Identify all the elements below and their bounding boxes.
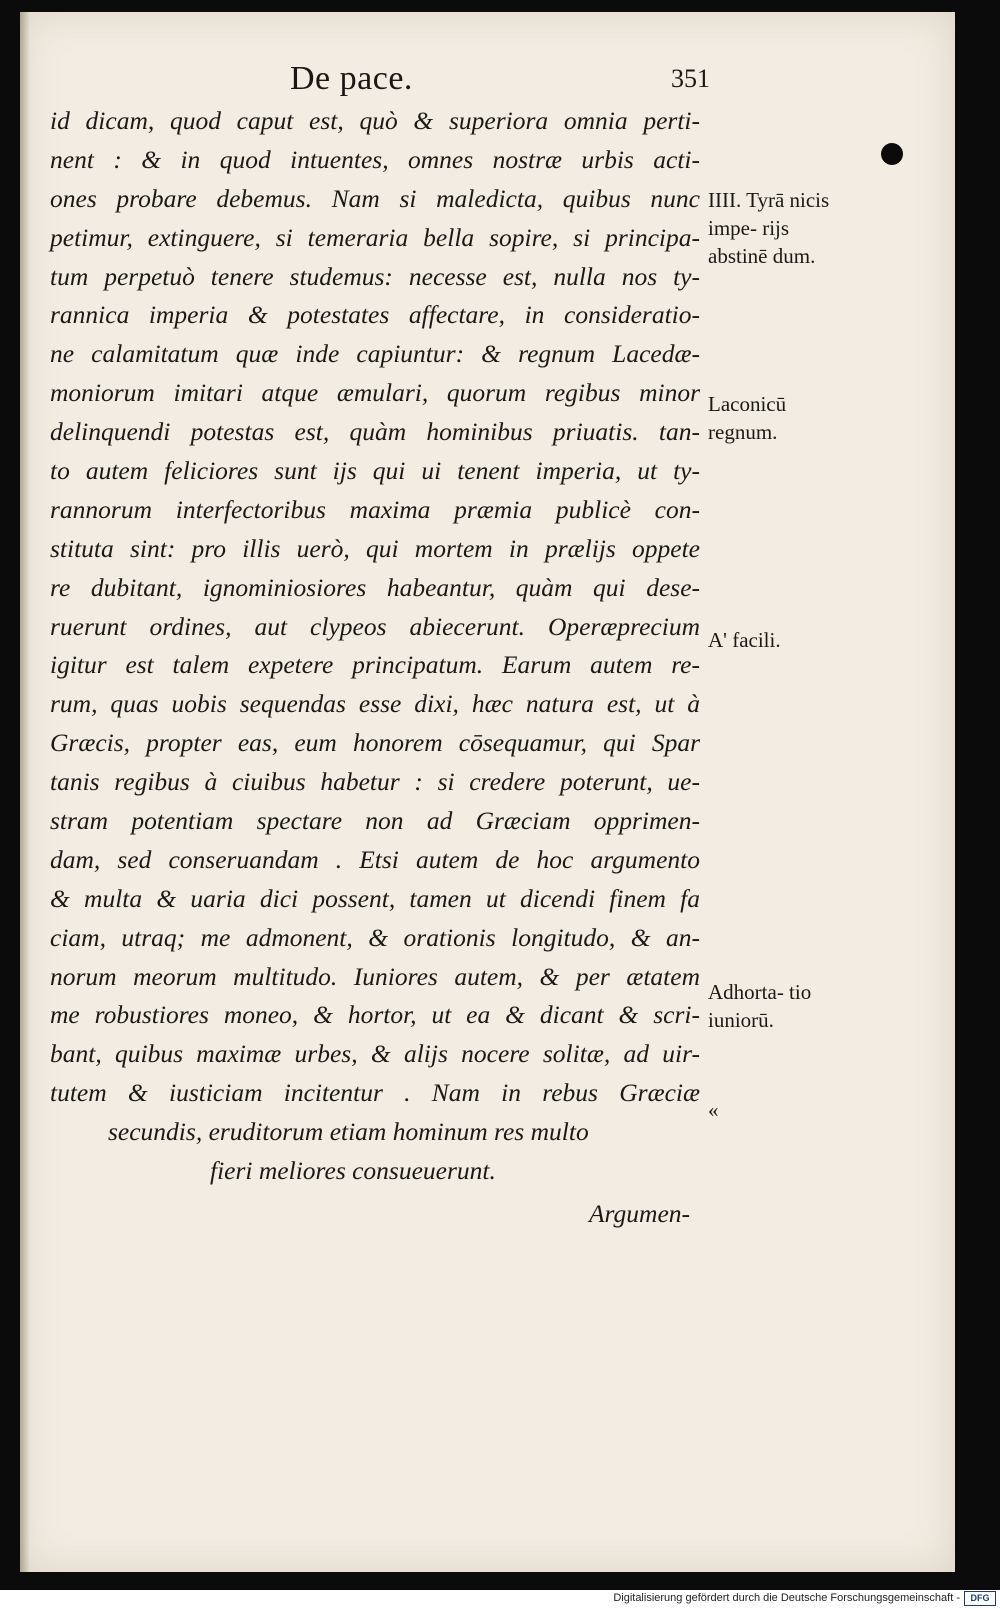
running-title: De pace. [290,60,413,97]
text-line: igitur est talem expetere principatum. Earum autem re- [50,650,700,680]
text-line: bant, quibus maximæ urbes, & alijs nocere solitæ, ad uir- [50,1039,700,1069]
text-line: tum perpetuò tenere studemus: necesse est, nulla nos ty- [50,261,700,291]
text-line: rum, quas uobis sequendas esse dixi, hæc natura est, ut à [50,689,700,719]
closing-line: fieri meliores consueuerunt. [210,1156,496,1186]
text-line: tanis regibus à ciuibus habetur : si credere poterunt, ue- [50,767,700,797]
main-text-block [50,102,700,1234]
catchword: Argumen- [588,1198,690,1228]
running-head [290,60,710,100]
text-line: & multa & uaria dici possent, tamen ut dicendi finem fa [50,883,700,913]
text-line: nent : & in quod intuentes, omnes nostræ urbis acti- [50,144,700,174]
text-line: id dicam, quod caput est, quò & superiora omnia perti- [50,106,700,135]
text-line: delinquendi potestas est, quàm hominibus priuatis. tan- [50,417,700,447]
closing-line: secundis, eruditorum etiam hominum res multo [108,1117,589,1147]
text-line: re dubitant, ignominiosiores habeantur, quàm qui dese- [50,572,700,602]
text-line: me robustiores moneo, & hortor, ut ea & dicant & scri- [50,1000,700,1030]
text-line: rannica imperia & potestates affectare, in consideratio- [50,300,700,330]
text-line: norum meorum multitudo. Iuniores autem, & per ætatem [50,961,700,991]
footer-bar [0,1590,1000,1609]
text-line: stituta sint: pro illis uerò, qui mortem in prælijs oppete [50,533,700,563]
ink-spot [881,143,903,165]
text-line: rannorum interfectoribus maxima præmia publicè con- [50,494,700,524]
text-line: Græcis, propter eas, eum honorem cōsequamur, qui Spar [50,728,700,758]
margin-note: Adhorta- tio iuniorū. [708,980,812,1032]
page-number: 351 [671,64,710,93]
text-line: dam, sed conseruandam . Etsi autem de hoc argumento [50,844,700,874]
text-line: ruerunt ordines, aut clypeos abiecerunt. Operæprecium [50,611,700,641]
margin-note: Laconicū regnum. [708,392,787,444]
text-line: stram potentiam spectare non ad Græciam opprimen- [50,806,700,836]
text-line: petimur, extinguere, si temeraria bella sopire, si principa- [50,222,700,252]
page-gutter-shadow [20,12,30,1572]
text-line: ne calamitatum quæ inde capiuntur: & regnum Lacedæ- [50,339,700,369]
margin-note: IIII. Tyrā nicis impe- rijs abstinē dum. [708,188,830,268]
text-line: tutem & iusticiam incitentur . Nam in rebus Græciæ [50,1078,700,1108]
text-line: moniorum imitari atque æmulari, quorum regibus minor [50,378,700,408]
margin-note: A' facili. [708,628,781,652]
text-line: ones probare debemus. Nam si maledicta, quibus nunc [50,183,700,213]
dfg-logo: DFG [964,1591,996,1606]
text-line: ciam, utraq; me admonent, & orationis longitudo, & an- [50,922,700,952]
text-line: to autem feliciores sunt ijs qui ui tenent imperia, ut ty- [50,456,700,486]
margin-note: « [708,1098,719,1122]
footer-credit: Digitalisierung gefördert durch die Deutsche Forschungsgemeinschaft - [613,1592,960,1604]
